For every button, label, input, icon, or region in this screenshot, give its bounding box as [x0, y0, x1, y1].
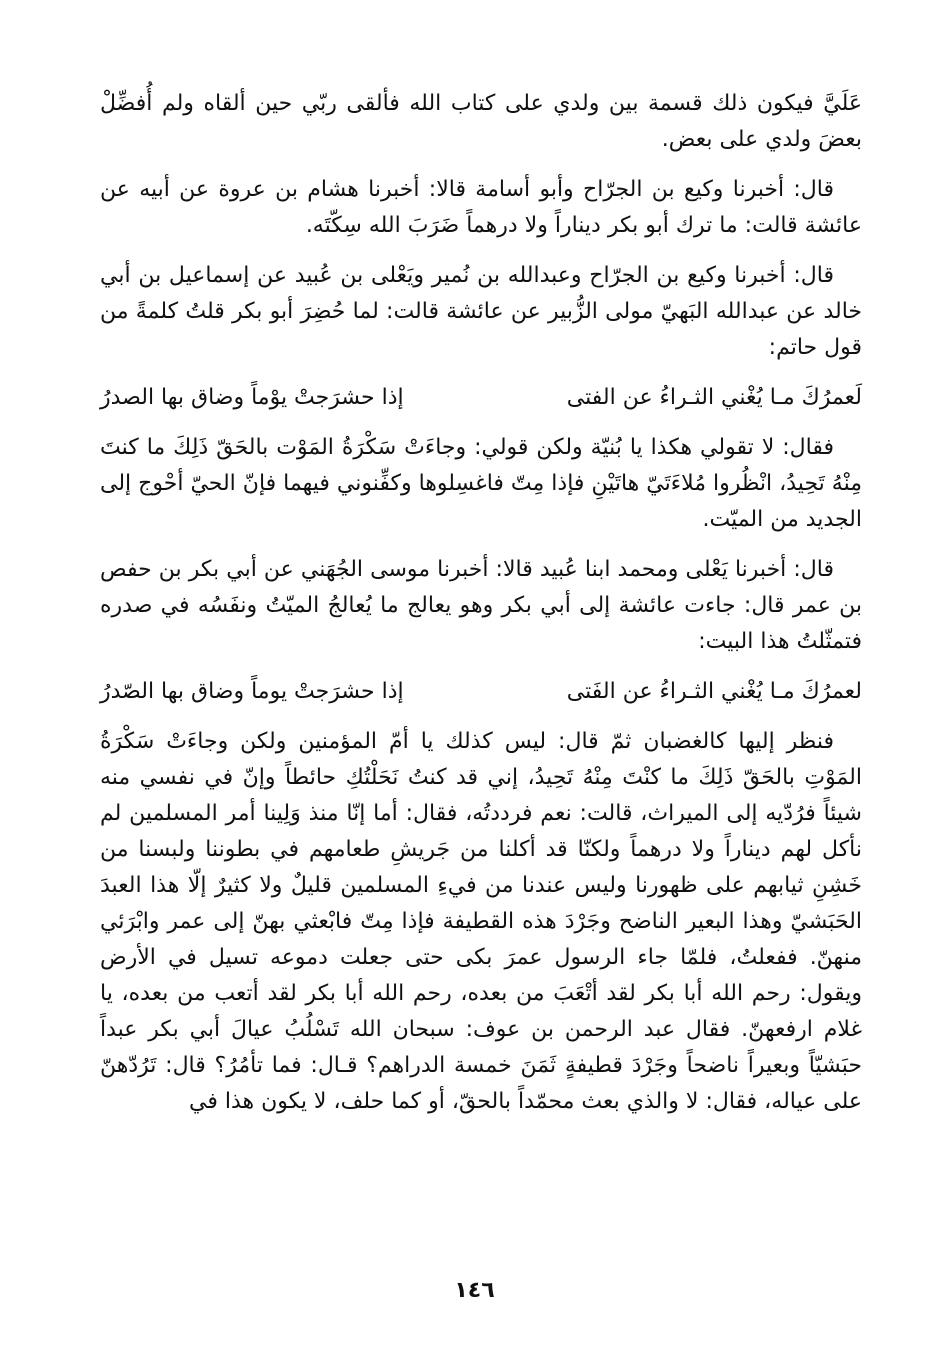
verse-2-first-hemistich: لعمرُكَ مـا يُغْني الثـراءُ عن الفَتى — [566, 679, 862, 704]
verse-1-first-hemistich: لَعمرُكَ مـا يُغْني الثـراءُ عن الفتى — [566, 385, 862, 410]
paragraph-1: عَلَيَّ فيكون ذلك قسمة بين ولدي على كتاب الله فألقى ربّي حين ألقاه ولم أُفضِّلْ بعضَ ولدي على بعض. — [100, 91, 862, 152]
main-text — [100, 86, 862, 1134]
verse-2 — [100, 674, 862, 710]
page-number: ١٤٦ — [454, 1278, 495, 1303]
paragraph-6: فنظر إليها كالغضبان ثمّ قال: ليس كذلك يا أمّ المؤمنين ولكن وجاءَتْ سَكْرَةُ المَوْتِ بالحَقّ ذَلِكَ ما كنْتَ مِنْهُ تَحِيدُ، إني قد كنتُ نَحَلْتُكِ حائطاً وإنّ في نفسي منه شيئاً فرُدّيه إلى الميراث، قالت: نعم فرددتُه، فقال: أما إنّا منذ وَلِينا أمر المسلمين لم نأكل لهم ديناراً ولا درهماً ولكنّا قد أكلنا من جَريشِ طعامهم في بطوننا ولبسنا من خَشِنِ ثيابهم على ظهورنا وليس عندنا من فيءِ المسلمين قليلٌ ولا كثيرٌ إلّا هذا العبدَ الحَبَشيّ وهذا البعير الناضح وجَرْدَ هذه القطيفة فإذا مِتّ فابْعثي بهنّ إلى عمر وابْرَئي منهنّ. ففعلتُ، فلمّا جاء الرسول عمرَ بكى حتى جعلت دموعه تسيل في الأرض ويقول: رحم الله أبا بكر لقد أتْعَبَ من بعده، رحم الله أبا بكر لقد أتعب من بعده، يا غلام ارفعهنّ. فقال عبد الرحمن بن عوف: سبحان الله تَسْلُبُ عيالَ أبي بكر عبداً حبَشيّاً وبعيراً ناضحاً وجَرْدَ قطيفةٍ ثَمَنَ خمسة الدراهم؟ قـال: فما تأمُرُ؟ قال: تَرُدّهنّ على عياله، فقال: لا والذي بعث محمّداً بالحقّ، أو كما حلف، لا يكون هذا في — [100, 729, 862, 1114]
paragraph-4: فقال: لا تقولي هكذا يا بُنيّة ولكن قولي: وجاءَتْ سَكْرَةُ المَوْت بالحَقّ ذَلِكَ ما كنتَ مِنْهُ تَحِيدُ، انْظُروا مُلاءَتَيّ هاتَيْنِ فإذا مِتّ فاغسِلوها وكفِّنوني فيهما فإنّ الحيّ أحْوج إلى الجديد من الميّت. — [100, 435, 862, 532]
paragraph-3: قال: أخبرنا وكيع بن الجرّاح وعبدالله بن نُمير ويَعْلى بن عُبيد عن إسماعيل بن أبي خالد عن عبدالله البَهيّ مولى الزُّبير عن عائشة قالت: لما حُضِرَ أبو بكر قلتُ كلمةً من قول حاتم: — [100, 263, 862, 360]
paragraph-2: قال: أخبرنا وكيع بن الجرّاح وأبو أسامة قالا: أخبرنا هشام بن عروة عن أبيه عن عائشة قالت: ما ترك أبو بكر ديناراً ولا درهماً ضَرَبَ الله سِكّتَه. — [100, 177, 862, 238]
verse-1 — [100, 380, 862, 416]
verse-2-second-hemistich: إذا حشرَجتْ يوماً وضاق بها الصّدرُ — [100, 679, 404, 704]
verse-1-second-hemistich: إذا حشرَجتْ يوْماً وضاق بها الصدرُ — [100, 385, 404, 410]
paragraph-5: قال: أخبرنا يَعْلى ومحمد ابنا عُبيد قالا: أخبرنا موسى الجُهَني عن أبي بكر بن حفص بن عمر قال: جاءت عائشة إلى أبي بكر وهو يعالج ما يُعالجُ الميّتُ ونفَسُه في صدره فتمثّلتُ هذا البيت: — [100, 557, 862, 654]
